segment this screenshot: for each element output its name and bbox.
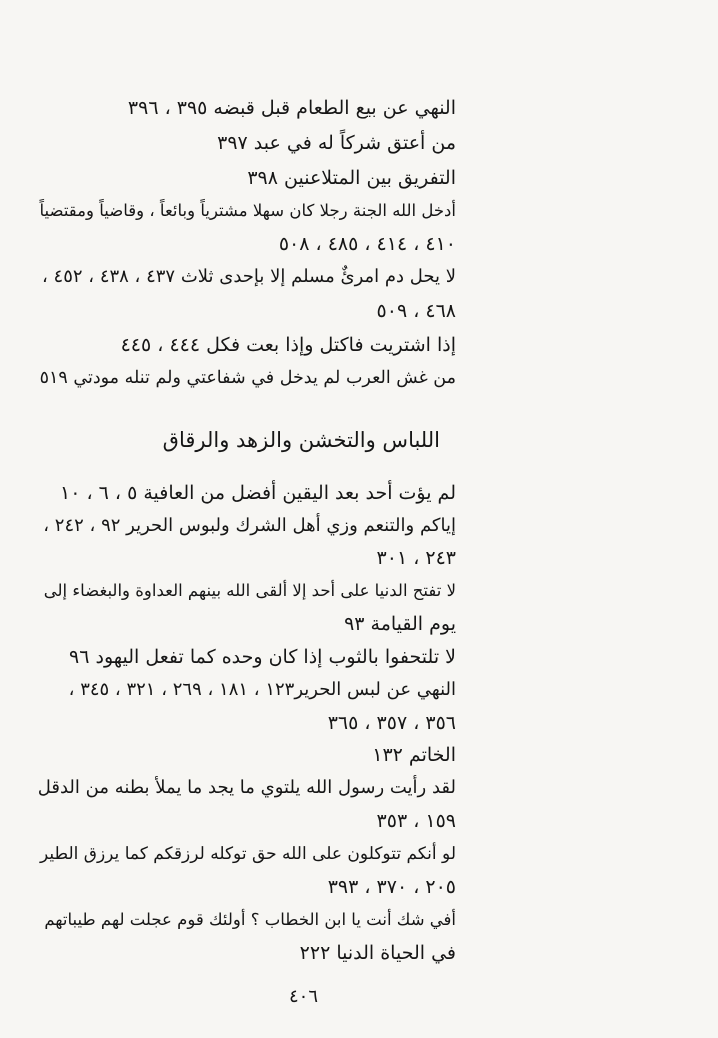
index-line: لا تفتح الدنيا على أحد إلا ألقى الله بينهم العداوة والبغضاء إلى (43, 581, 456, 600)
index-line: ٤٦٨ ، ٥٠٩ (376, 300, 456, 322)
index-line: الخاتم ١٣٢ (372, 744, 456, 766)
index-line: النهي عن بيع الطعام قبل قبضه ٣٩٥ ، ٣٩٦ (127, 97, 456, 119)
index-line: من أعتق شركاً له في عبد ٣٩٧ (217, 132, 456, 154)
index-line: ٢٤٣ ، ٣٠١ (376, 547, 456, 569)
index-line: لم يؤت أحد بعد اليقين أفضل من العافية ٥ ، ٦ ، ١٠ (60, 482, 456, 504)
index-line: ٣٥٦ ، ٣٥٧ ، ٣٦٥ (327, 712, 456, 734)
index-line: إذا اشتريت فاكتل وإذا بعت فكل ٤٤٤ ، ٤٤٥ (120, 334, 456, 356)
index-line: من غش العرب لم يدخل في شفاعتي ولم تنله مودتي ٥١٩ (39, 368, 456, 388)
index-line: ٤١٠ ، ٤١٤ ، ٤٨٥ ، ٥٠٨ (278, 233, 456, 255)
index-line: أفي شك أنت يا ابن الخطاب ؟ أولئك قوم عجلت لهم طيباتهم (44, 910, 456, 929)
index-line: في الحياة الدنيا ٢٢٢ (299, 942, 456, 964)
index-line: لا يحل دم امرئٌ مسلم إلا بإحدى ثلاث ٤٣٧ ، ٤٣٨ ، ٤٥٢ ، (42, 266, 456, 287)
index-line: أدخل الله الجنة رجلا كان سهلا مشترياً وبائعاً ، وقاضياً ومقتضياً (39, 201, 456, 220)
index-line: ١٥٩ ، ٣٥٣ (376, 810, 456, 832)
index-line: يوم القيامة ٩٣ (344, 613, 456, 635)
page-number: ٤٠٦ (289, 986, 319, 1007)
index-line: ٢٠٥ ، ٣٧٠ ، ٣٩٣ (327, 876, 456, 898)
section-heading: اللباس والتخشن والزهد والرقاق (162, 428, 440, 452)
index-line: لو أنكم تتوكلون على الله حق توكله لرزقكم كما يرزق الطير (40, 844, 456, 864)
index-line: لا تلتحفوا بالثوب إذا كان وحده كما تفعل اليهود ٩٦ (69, 646, 456, 668)
index-line: التفريق بين المتلاعنين ٣٩٨ (247, 167, 456, 189)
index-line: لقد رأيت رسول الله يلتوي ما يجد ما يملأ بطنه من الدقل (37, 777, 456, 798)
index-line: النهي عن لبس الحرير١٢٣ ، ١٨١ ، ٢٦٩ ، ٣٢١ ، ٣٤٥ ، (68, 679, 456, 700)
index-line: إياكم والتنعم وزي أهل الشرك ولبوس الحرير ٩٢ ، ٢٤٢ ، (43, 515, 456, 536)
